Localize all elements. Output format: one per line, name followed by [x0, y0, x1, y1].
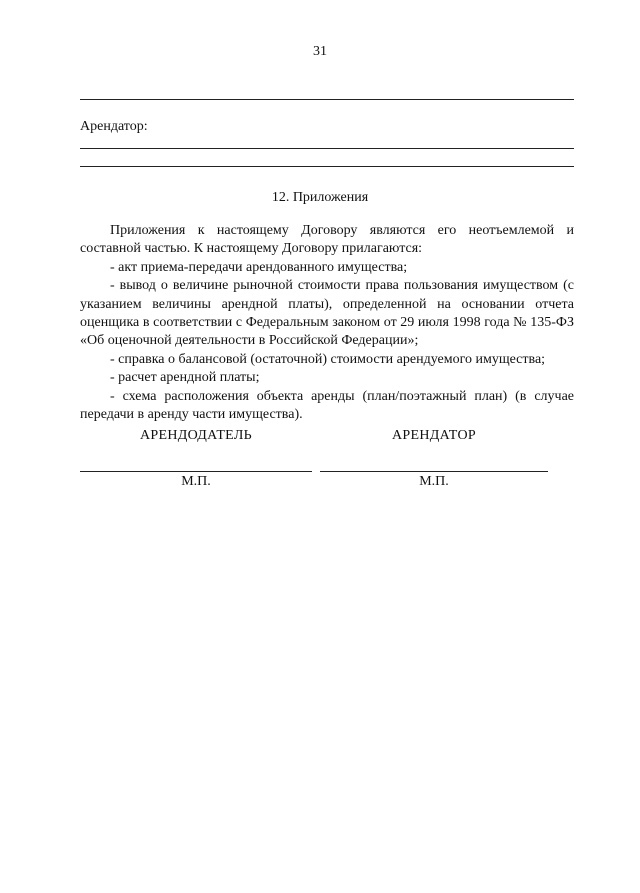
appendix-item-market-value: - вывод о величине рыночной стоимости права пользования имуществом (с указанием величины арендной платы), определенной на основании отчета оценщика в соответствии с Федеральным законом от 29 июля 1998 года № 135-ФЗ «Об оценочной деятельности в Российской Федерации»; — [80, 278, 574, 349]
tenant-signature-title: АРЕНДАТОР — [392, 428, 476, 443]
tenant-signature-line — [320, 471, 548, 472]
landlord-signature-title: АРЕНДОДАТЕЛЬ — [139, 428, 252, 443]
landlord-stamp-label: М.П. — [181, 474, 211, 489]
tenant-stamp-label: М.П. — [419, 474, 449, 489]
appendices-intro-paragraph: Приложения к настоящему Договору являются его неотъемлемой и составной частью. К настоящему Договору прилагаются: — [80, 223, 574, 257]
appendix-item-location-scheme: - схема расположения объекта аренды (план/поэтажный план) (в случае передачи в аренду части имущества). — [80, 388, 574, 423]
section-title: 12. Приложения — [271, 190, 369, 205]
tenant-label: Арендатор: — [80, 119, 148, 134]
header-fill-line — [80, 99, 574, 100]
page-number: 31 — [313, 44, 327, 59]
landlord-signature-line — [80, 471, 312, 472]
appendix-item-acceptance-act: - акт приема-передачи арендованного имущества; — [110, 259, 408, 275]
tenant-fill-line-1 — [80, 148, 574, 149]
appendices-body — [80, 222, 574, 424]
tenant-fill-line-2 — [80, 166, 574, 167]
appendix-item-rent-calculation: - расчет арендной платы; — [110, 370, 260, 386]
appendix-item-balance-certificate: - справка о балансовой (остаточной) стоимости арендуемого имущества; — [110, 351, 546, 367]
